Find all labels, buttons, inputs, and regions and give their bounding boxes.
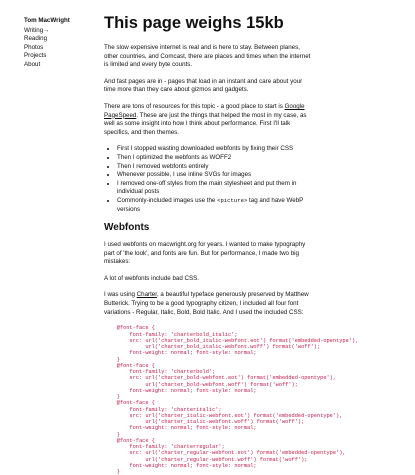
page-title: This page weighs 15kb	[104, 14, 284, 32]
code-line: @font-face {	[104, 437, 155, 444]
article	[104, 13, 359, 475]
code-line: font-family: 'charterbold_italic';	[104, 331, 238, 338]
paragraph-bad-css: A lot of webfonts include bad CSS.	[104, 274, 199, 282]
code-line: url('charter_italic-webfont.woff') format('woff');	[104, 419, 305, 425]
charter-link[interactable]: Charter	[136, 291, 157, 299]
code-line: font-family: 'charterbold';	[104, 369, 216, 375]
list-item	[117, 197, 312, 214]
code-line: font-weight: normal; font-style: normal;	[104, 387, 257, 394]
nav-link-about[interactable]: About	[24, 60, 41, 68]
code-line: url('charter_bold-webfont.woff') format('woff');	[104, 381, 298, 388]
paragraph-charter-text-after: , a beautiful typeface generously preserved by Matthew Butterick. Trying to be a good typography citizen, I included all four font variations - Regular, Italic, Bold, Bold Italic. And I used the included CSS:	[104, 291, 309, 316]
code-line: font-weight: normal; font-style: normal;	[104, 350, 257, 357]
code-line: }	[104, 356, 120, 363]
site-author-link[interactable]: Tom MacWright	[24, 17, 70, 24]
font-face-code-block	[104, 325, 359, 475]
list-item-text-before: Commonly-included images use the	[117, 196, 218, 204]
sidebar-nav	[24, 17, 96, 70]
google-pagespeed-link[interactable]: Google PageSpeed	[104, 102, 305, 119]
code-line: url('charter_regular-webfont.woff') format('woff');	[104, 456, 308, 463]
optimization-list	[104, 145, 312, 214]
code-line: @font-face {	[104, 362, 155, 369]
paragraph-intro: The slow expensive internet is real and is here to stay. Between planes, other countries, and Comcast, there are places and times when the internet is limited and every byte counts.	[104, 44, 311, 69]
paragraph-fast-pages: And fast pages are in - pages that load in an instant and care about your time more than they care about gizmos and gadgets.	[104, 77, 303, 94]
code-line: font-family: 'charterregular';	[104, 444, 225, 450]
list-item: • Whenever possible, I use inline SVGs for images	[117, 171, 312, 180]
list-item: • Then I removed webfonts entirely	[117, 163, 312, 172]
paragraph-charter-text-before: I was using	[104, 291, 137, 299]
nav-link-photos[interactable]: Photos	[24, 43, 44, 51]
code-line: src: url('charter_regular-webfont.eot') format('embedded-opentype'),	[104, 450, 346, 457]
paragraph-resources-text-after: . These are just the things that helped the most in my case, as well as some insight into how I think about performance. First I'll talk specifics, and then themes.	[104, 111, 307, 136]
nav-link-writing[interactable]: Writing→	[24, 26, 50, 34]
paragraph-resources-text-before: There are tons of resources for this topic - a good place to start is	[104, 102, 285, 110]
nav-link-projects[interactable]: Projects	[24, 52, 47, 60]
code-line: src: url('charter_italic-webfont.eot') format('embedded-opentype'),	[104, 412, 343, 419]
code-line: }	[104, 431, 120, 438]
code-line: src: url('charter_bold_italic-webfont.eot') format('embedded-opentype'),	[104, 337, 359, 344]
list-item: • First I stopped wasting downloaded webfonts by fixing their CSS	[117, 145, 312, 154]
code-line: }	[104, 469, 120, 475]
list-item-text-after: tag and have WebP versions	[117, 196, 304, 213]
paragraph-webfonts-history: I used webfonts on macwright.org for years. I wanted to make typography part of 'the look', and fonts are fun. But for performance, I made two big mistakes:	[104, 241, 306, 266]
list-item: • I removed one-off styles from the main stylesheet and put them in individual posts	[117, 180, 312, 197]
code-line: src: url('charter_bold-webfont.eot') format('embedded-opentype'),	[104, 375, 337, 382]
code-line: font-family: 'charteritalic';	[104, 406, 222, 413]
paragraph-resources	[104, 103, 312, 137]
code-line: url('charter_bold_italic-webfont.woff') format('woff');	[104, 344, 321, 350]
section-heading-webfonts: Webfonts	[104, 222, 150, 234]
code-line: @font-face {	[104, 325, 155, 332]
picture-tag-code: <picture>	[217, 196, 248, 204]
code-line: font-weight: normal; font-style: normal;	[104, 425, 257, 432]
code-line: }	[104, 394, 120, 400]
list-item: • Then I optimized the webfonts as WOFF2	[117, 154, 312, 163]
code-line: @font-face {	[104, 400, 155, 407]
paragraph-charter	[104, 291, 312, 317]
code-line: font-weight: normal; font-style: normal;	[104, 462, 257, 469]
nav-link-reading[interactable]: Reading	[24, 35, 48, 43]
